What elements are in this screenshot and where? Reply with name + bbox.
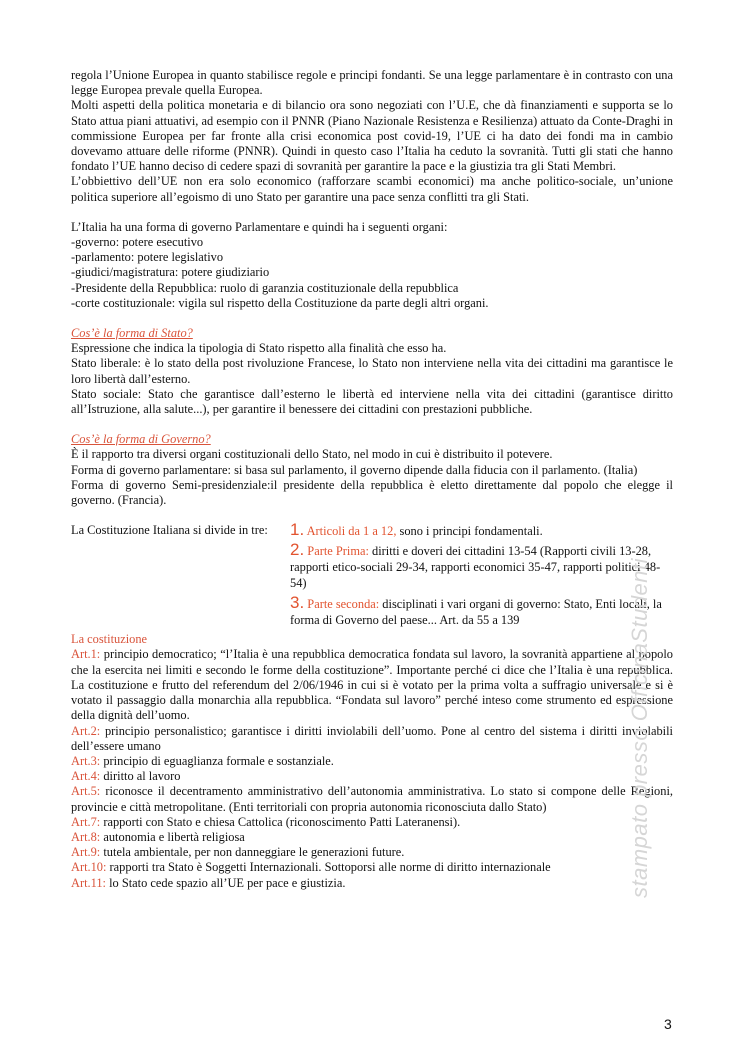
document-body: [71, 68, 673, 891]
article-label: Art.7:: [71, 814, 101, 829]
forma-governo-line: Forma di governo Semi-presidenziale:il presidente della repubblica è eletto direttamente dal popolo che elegge il governo. (Francia).: [71, 477, 673, 508]
article-text: autonomia e libertà religiosa: [100, 829, 245, 844]
forma-stato-line: Stato sociale: Stato che garantisce dall’esterno le libertà ed interviene nella vita dei cittadini (garantisce diritto all’Istruzione, alla salute...), per garantire il benessere dei cittadini con prestazioni pubbliche.: [71, 386, 673, 417]
article-item: [71, 815, 673, 830]
heading-costituzione: La costituzione: [71, 632, 148, 647]
part-number: 2.: [290, 540, 305, 560]
article-text: rapporti tra Stato è Soggetti Internazionali. Sottoporsi alle norme di diritto internazionale: [106, 860, 551, 875]
organ-item: -Presidente della Repubblica: ruolo di garanzia costituzionale della repubblica: [71, 280, 459, 295]
paragraph-obbiettivo-ue: L’obbiettivo dell’UE non era solo economico (rafforzare scambi economici) ma anche politico-sociale, un’unione politica superiore all’egoismo di uno Stato per garantire una pace senza conflitti tra gli Stati.: [71, 174, 673, 204]
article-text: principio personalistico; garantisce i diritti inviolabili dell’uomo. Pone al centro del sistema i diritti inviolabili dell’essere umano: [71, 723, 673, 753]
article-label: Art.2:: [71, 723, 101, 738]
article-text: rapporti con Stato e chiesa Cattolica (riconoscimento Patti Lateranensi).: [100, 814, 461, 829]
organs-intro: L’Italia ha una forma di governo Parlamentare e quindi ha i seguenti organi:: [71, 219, 448, 234]
article-item: [71, 860, 673, 875]
article-item: [71, 754, 673, 769]
article-item: [71, 830, 673, 845]
part-description: disciplinati i vari organi di governo: Stato, Enti locali, la forma di Governo del paese... Art. da 55 a 139: [290, 597, 662, 628]
article-text: riconosce il decentramento amministrativo dell’autonomia amministrativa. Lo stato si compone delle Regioni, provincie e città metropolitane. (Enti territoriali con propria autonomia riconosciuta dallo Stato): [71, 784, 673, 814]
watermark-text: stampato presso OfficinaStudenti: [627, 557, 652, 898]
part-title: Parte Prima:: [307, 544, 369, 559]
article-text: principio di eguaglianza formale e sostanziale.: [100, 753, 334, 768]
forma-governo-line: È il rapporto tra diversi organi costituzionali dello Stato, nel modo in cui è distribuito il potevere.: [71, 447, 553, 462]
article-label: Art.11:: [71, 875, 106, 890]
costituzione-divisione-row: [71, 522, 673, 538]
article-text: lo Stato cede spazio all’UE per pace e giustizia.: [106, 875, 346, 890]
article-label: Art.8:: [71, 829, 101, 844]
paragraph-ue-regole: regola l’Unione Europea in quanto stabilisce regole e principi fondanti. Se una legge parlamentare è in contrasto con una legge Europea prevale quella Europea.: [71, 68, 673, 98]
forma-stato-line: Stato liberale: è lo stato della post rivoluzione Francese, lo Stato non interviene nella vita dei cittadini ma garantisce le loro libertà dall’esterno.: [71, 356, 673, 386]
article-text: principio democratico; “l’Italia è una repubblica democratica fondata sul lavoro, la sovranità appartiene al popolo che la esercita nei limiti e secondo le forme della costituzione”. Importante perché ci dice che l’Italia è una repubblica. La costituzione e frutto del referendum del 2/06/1946 in cui si è votato per la prima volta a suffragio universale e si è votato il passaggio dalla monarchia alla repubblica. “Fondata sul lavoro” perché inteso come strumento ed espressione della dignità dell’uomo.: [71, 647, 673, 723]
costituzione-part-1: [290, 522, 543, 539]
article-label: Art.3:: [71, 753, 101, 768]
part-number: 1.: [290, 520, 305, 540]
article-item: [71, 769, 673, 784]
part-description: sono i principi fondamentali.: [396, 524, 543, 539]
article-text: tutela ambientale, per non danneggiare le generazioni future.: [100, 845, 405, 860]
heading-forma-stato: Cos’è la forma di Stato?: [71, 326, 193, 341]
costituzione-divisione-lead: La Costituzione Italiana si divide in tre:: [71, 523, 268, 538]
costituzione-divisione: [71, 522, 673, 628]
organ-item: -giudici/magistratura: potere giudiziario: [71, 265, 270, 280]
watermark: [624, 535, 656, 920]
part-number: 3.: [290, 593, 305, 613]
costituzione-part-3: [290, 595, 673, 628]
article-item: [71, 876, 673, 891]
organ-item: -governo: potere esecutivo: [71, 235, 204, 250]
part-title: Articoli da 1 a 12,: [306, 524, 397, 539]
article-item: [71, 724, 673, 754]
organ-item: -corte costituzionale: vigila sul rispetto della Costituzione da parte degli altri organi.: [71, 295, 489, 310]
organ-item: -parlamento: potere legislativo: [71, 250, 224, 265]
part-description: diritti e doveri dei cittadini 13-54 (Rapporti civili 13-28, rapporti etico-sociali 29-34, rapporti economici 35-47, rapporti politici 48-54): [290, 544, 661, 591]
costituzione-part-2: [290, 542, 673, 591]
forma-governo-line: Forma di governo parlamentare: si basa sul parlamento, il governo dipende dalla fiducia con il parlamento. (Italia): [71, 462, 638, 477]
article-item: [71, 647, 673, 723]
article-label: Art.10:: [71, 860, 107, 875]
article-label: Art.9:: [71, 845, 101, 860]
article-label: Art.1:: [71, 647, 101, 662]
page-number: 3: [664, 1016, 672, 1032]
forma-stato-line: Espressione che indica la tipologia di Stato rispetto alla finalità che esso ha.: [71, 341, 447, 356]
article-label: Art.4:: [71, 769, 101, 784]
paragraph-politica-monetaria: Molti aspetti della politica monetaria e di bilancio ora sono negoziati con l’U.E, che dà finanziamenti e supporta se lo Stato attua piani attuativi, ad esempio con il PNNR (Piano Nazionale Resistenza e Resilienza) attuato da Conte-Draghi in commissione Europea per far fronte alla crisi economica post covid-19, l’UE ci ha dato dei fondi ma in cambio dovevamo attuare delle riforme (PNNR). Quindi in questo caso l’Italia ha ceduto la sovranità. Tutti gli stati che hanno fondato l’UE hanno deciso di cedere spazi di sovranità per garantire la pace e la giustizia tra gli Stati Membri.: [71, 98, 673, 174]
article-item: [71, 845, 673, 860]
article-item: [71, 784, 673, 814]
heading-forma-governo: Cos’è la forma di Governo?: [71, 432, 211, 447]
part-title: Parte seconda:: [307, 597, 380, 612]
article-label: Art.5:: [71, 784, 101, 799]
article-text: diritto al lavoro: [100, 769, 181, 784]
